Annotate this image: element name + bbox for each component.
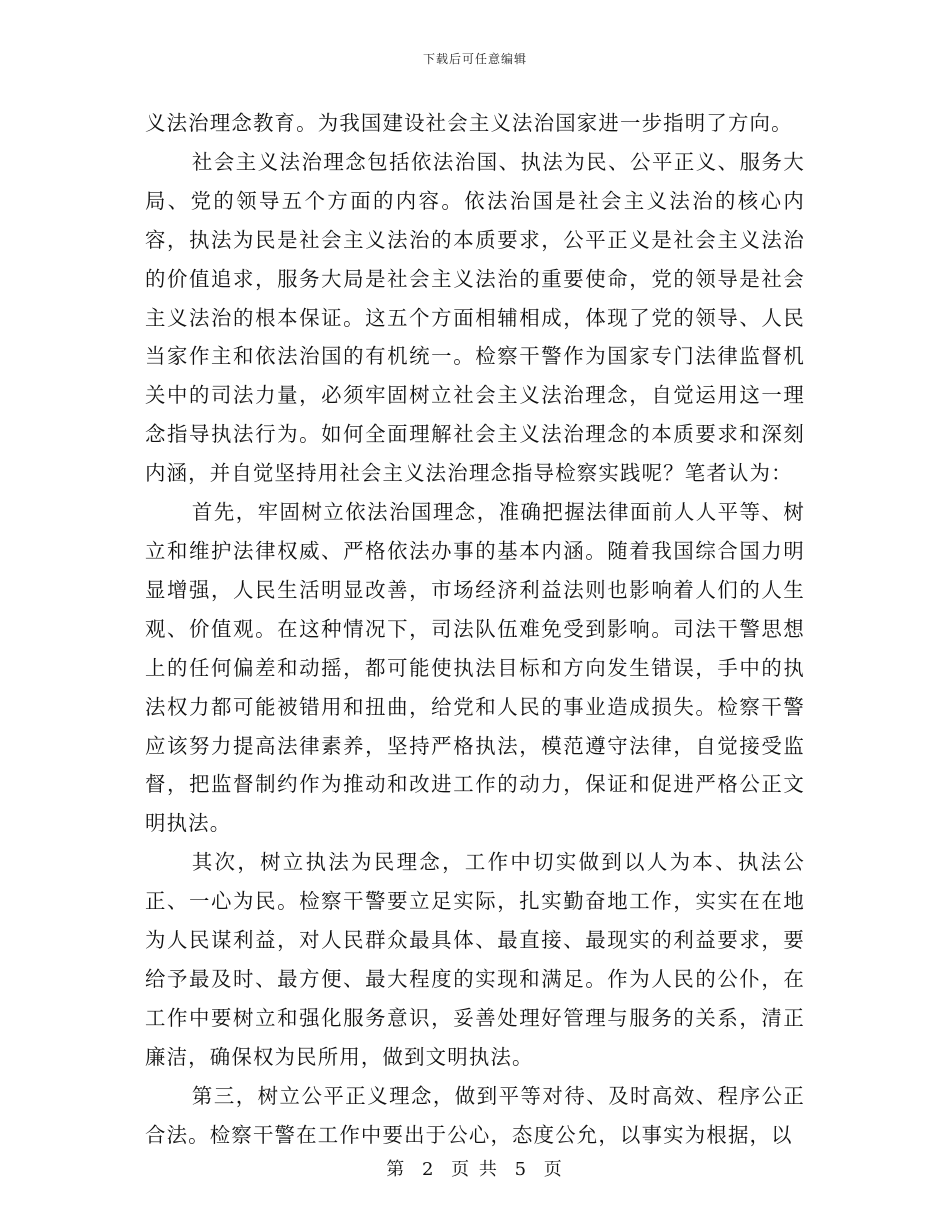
paragraph-second-point: 其次，树立执法为民理念，工作中切实做到以人为本、执法公正、一心为民。检察干警要立足实际，扎实勤奋地工作，实实在在地为人民谋利益，对人民群众最具体、最直接、最现实的利益要求，要给予最及时、最方便、最大程度的实现和满足。作为人民的公仆，在工作中要树立和强化服务意识，妥善处理好管理与服务的关系，清正廉洁，确保权为民所用，做到文明执法。 — [145, 850, 805, 1069]
paragraph-first-point: 首先，牢固树立依法治国理念，准确把握法律面前人人平等、树立和维护法律权威、严格依法办事的基本内涵。随着我国综合国力明显增强，人民生活明显改善，市场经济利益法则也影响着人们的人生观、价值观。在这种情况下，司法队伍难免受到影响。司法干警思想上的任何偏差和动摇，都可能使执法目标和方向发生错误，手中的执法权力都可能被错用和扭曲，给党和人民的事业造成损失。检察干警应该努力提高法律素养，坚持严格执法，模范遵守法律，自觉接受监督，把监督制约作为推动和改进工作的动力，保证和促进严格公正文明执法。 — [145, 500, 805, 836]
footer-middle: 页 共 — [451, 1159, 499, 1180]
paragraph-third-point: 第三，树立公平正义理念，做到平等对待、及时高效、程序公正合法。检察干警在工作中要出于公心，态度公允，以事实为根据，以 — [145, 1083, 805, 1147]
paragraph-continuation: 义法治理念教育。为我国建设社会主义法治国家进一步指明了方向。 — [145, 111, 793, 135]
page-header: 下载后可任意编辑 — [422, 52, 527, 66]
page-footer — [0, 1155, 950, 1181]
document-body — [145, 104, 805, 1154]
footer-total-pages: 5 — [514, 1159, 529, 1180]
footer-suffix: 页 — [543, 1159, 564, 1180]
footer-prefix: 第 — [386, 1159, 407, 1180]
footer-page-number: 2 — [421, 1159, 436, 1180]
paragraph-rule-of-law-concepts: 社会主义法治理念包括依法治国、执法为民、公平正义、服务大局、党的领导五个方面的内容。依法治国是社会主义法治的核心内容，执法为民是社会主义法治的本质要求，公平正义是社会主义法治的价值追求，服务大局是社会主义法治的重要使命，党的领导是社会主义法治的根本保证。这五个方面相辅相成，体现了党的领导、人民当家作主和依法治国的有机统一。检察干警作为国家专门法律监督机关中的司法力量，必须牢固树立社会主义法治理念，自觉运用这一理念指导执法行为。如何全面理解社会主义法治理念的本质要求和深刻内涵，并自觉坚持用社会主义法治理念指导检察实践呢？笔者认为： — [145, 149, 805, 486]
